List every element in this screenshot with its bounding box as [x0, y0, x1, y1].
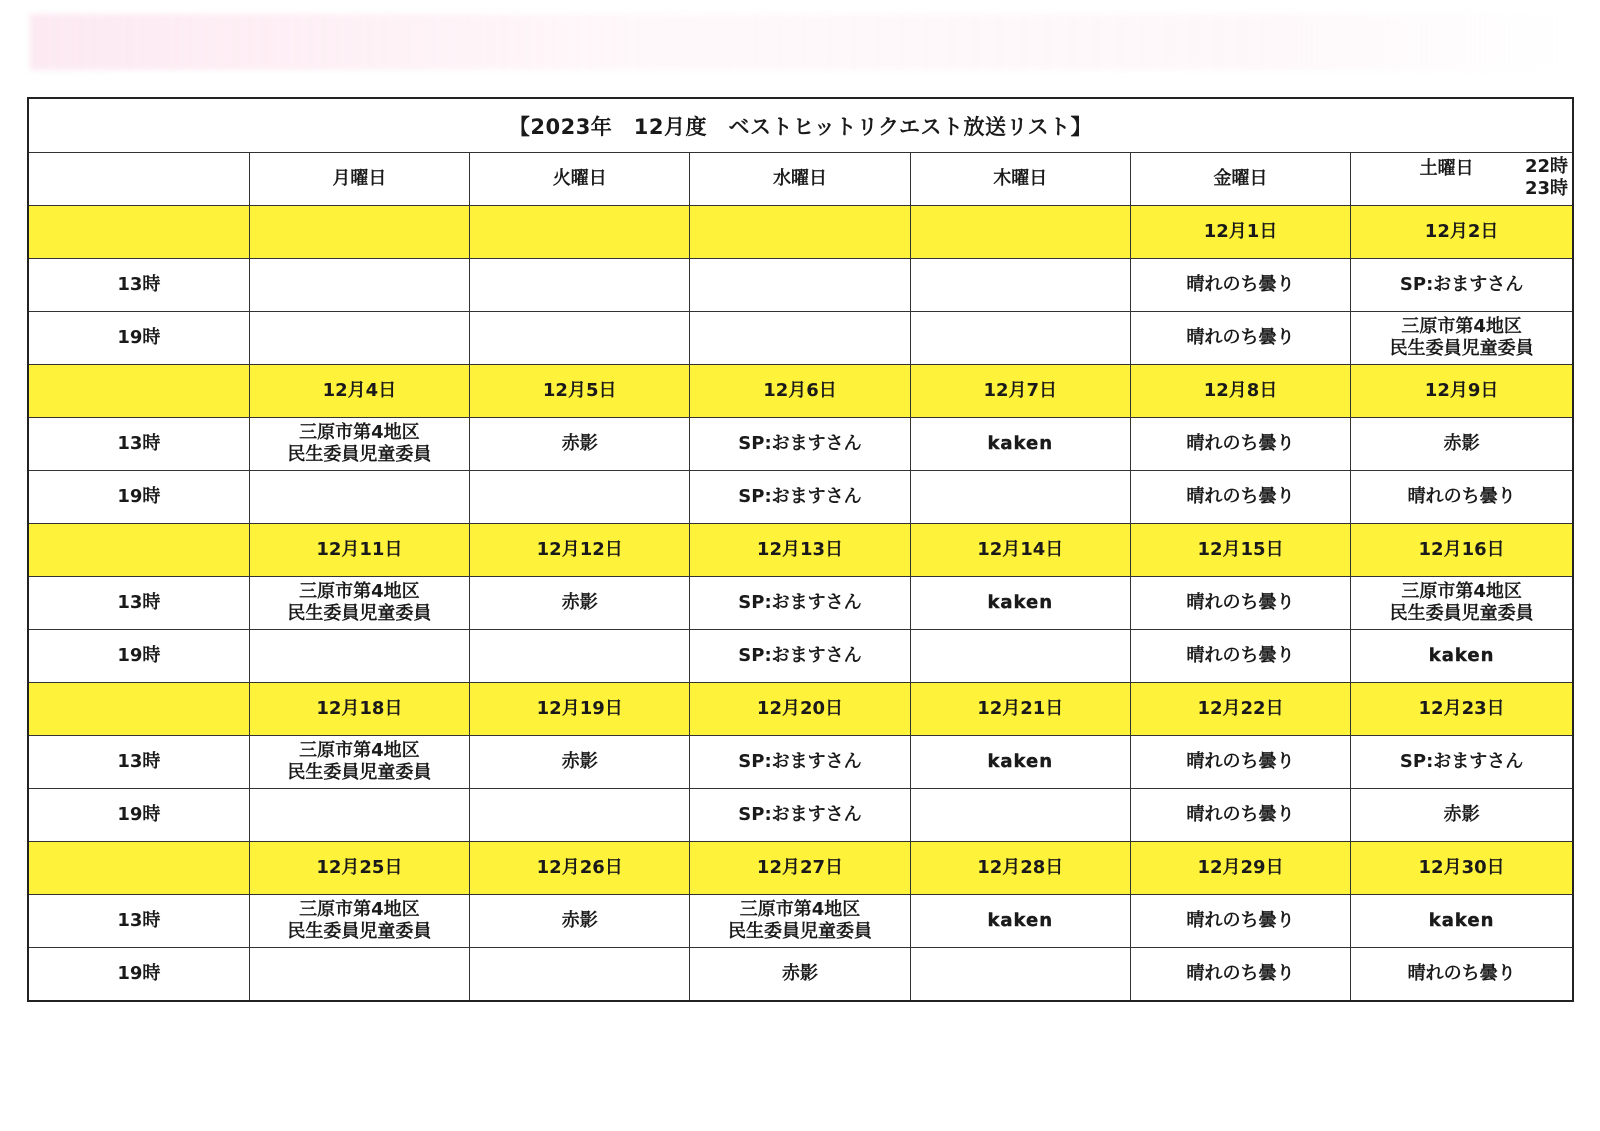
date-row [29, 365, 1572, 418]
program-cell-tuesday [470, 630, 690, 683]
date-cell-saturday: 12月23日 [1351, 683, 1572, 736]
date-cell-wednesday: 12月6日 [690, 365, 910, 418]
date-cell-thursday [910, 206, 1130, 259]
date-cell-monday [249, 206, 469, 259]
date-cell-tuesday: 12月5日 [470, 365, 690, 418]
program-cell-thursday [910, 630, 1130, 683]
time-slot-row [29, 418, 1572, 471]
program-cell-saturday: 赤影 [1351, 418, 1572, 471]
program-cell-thursday [910, 312, 1130, 365]
date-cell-saturday: 12月2日 [1351, 206, 1572, 259]
date-cell-friday: 12月15日 [1130, 524, 1350, 577]
date-cell-tuesday: 12月26日 [470, 842, 690, 895]
program-cell-friday: 晴れのち曇り [1130, 895, 1350, 948]
time-cell: 13時 [29, 259, 249, 312]
date-cell-monday: 12月4日 [249, 365, 469, 418]
program-cell-thursday [910, 948, 1130, 1001]
time-cell: 13時 [29, 577, 249, 630]
date-cell-thursday: 12月21日 [910, 683, 1130, 736]
program-cell-tuesday [470, 312, 690, 365]
program-cell-wednesday [690, 312, 910, 365]
date-cell-friday: 12月8日 [1130, 365, 1350, 418]
date-row-corner [29, 683, 249, 736]
program-cell-wednesday: SP:おますさん [690, 471, 910, 524]
time-slot-row [29, 312, 1572, 365]
broadcast-schedule-sheet [27, 97, 1574, 1002]
program-cell-wednesday: SP:おますさん [690, 577, 910, 630]
program-cell-monday [249, 471, 469, 524]
header-row [29, 153, 1572, 206]
date-row [29, 842, 1572, 895]
header-corner [29, 153, 249, 206]
program-line: 民生委員児童委員 [1389, 338, 1534, 359]
date-cell-friday: 12月22日 [1130, 683, 1350, 736]
program-cell-tuesday: 赤影 [470, 418, 690, 471]
program-cell-thursday: kaken [910, 418, 1130, 471]
date-row-corner [29, 206, 249, 259]
saturday-time-2: 23時 [1524, 178, 1568, 199]
header-day-saturday [1351, 153, 1572, 206]
date-cell-tuesday: 12月12日 [470, 524, 690, 577]
program-cell-friday: 晴れのち曇り [1130, 471, 1350, 524]
time-slot-row [29, 948, 1572, 1001]
saturday-time-1: 22時 [1524, 156, 1568, 177]
time-slot-row [29, 577, 1572, 630]
date-row [29, 206, 1572, 259]
program-cell-saturday [1351, 312, 1572, 365]
program-cell-thursday: kaken [910, 736, 1130, 789]
program-line: 民生委員児童委員 [287, 603, 432, 624]
program-cell-monday [249, 789, 469, 842]
saturday-header-wrap [1351, 153, 1572, 205]
date-row-corner [29, 842, 249, 895]
program-cell-wednesday: 赤影 [690, 948, 910, 1001]
header-day-thursday: 木曜日 [910, 153, 1130, 206]
program-cell-thursday: kaken [910, 895, 1130, 948]
program-cell-saturday: SP:おますさん [1351, 259, 1572, 312]
program-cell-wednesday: SP:おますさん [690, 630, 910, 683]
header-day-tuesday: 火曜日 [470, 153, 690, 206]
time-cell: 19時 [29, 471, 249, 524]
program-line: 三原市第4地区 [299, 899, 420, 920]
program-cell-friday: 晴れのち曇り [1130, 312, 1350, 365]
date-cell-monday: 12月11日 [249, 524, 469, 577]
program-cell-tuesday: 赤影 [470, 895, 690, 948]
program-cell-wednesday: SP:おますさん [690, 418, 910, 471]
program-cell-saturday [1351, 577, 1572, 630]
program-line: 民生委員児童委員 [1389, 603, 1534, 624]
time-cell: 13時 [29, 895, 249, 948]
program-cell-thursday: kaken [910, 577, 1130, 630]
program-cell-friday: 晴れのち曇り [1130, 577, 1350, 630]
program-cell-thursday [910, 471, 1130, 524]
program-line: 三原市第4地区 [299, 740, 420, 761]
time-slot-row [29, 736, 1572, 789]
program-cell-saturday: 晴れのち曇り [1351, 471, 1572, 524]
program-cell-thursday [910, 789, 1130, 842]
time-cell: 19時 [29, 630, 249, 683]
program-cell-monday [249, 418, 469, 471]
date-cell-friday: 12月29日 [1130, 842, 1350, 895]
program-line: 三原市第4地区 [1401, 581, 1522, 602]
program-cell-friday: 晴れのち曇り [1130, 789, 1350, 842]
schedule-title: 【2023年 12月度 ベストヒットリクエスト放送リスト】 [29, 99, 1572, 153]
program-cell-saturday: kaken [1351, 630, 1572, 683]
time-slot-row [29, 259, 1572, 312]
program-line: 民生委員児童委員 [287, 444, 432, 465]
program-cell-saturday: kaken [1351, 895, 1572, 948]
program-cell-monday [249, 895, 469, 948]
program-line: 三原市第4地区 [739, 899, 861, 920]
program-cell-tuesday: 赤影 [470, 577, 690, 630]
program-line: 民生委員児童委員 [287, 762, 432, 783]
program-cell-monday [249, 736, 469, 789]
program-cell-friday: 晴れのち曇り [1130, 259, 1350, 312]
program-cell-monday [249, 630, 469, 683]
time-slot-row [29, 471, 1572, 524]
date-cell-wednesday: 12月13日 [690, 524, 910, 577]
time-cell: 13時 [29, 736, 249, 789]
program-cell-friday: 晴れのち曇り [1130, 736, 1350, 789]
date-row [29, 683, 1572, 736]
program-cell-monday [249, 259, 469, 312]
date-cell-wednesday [690, 206, 910, 259]
date-cell-thursday: 12月14日 [910, 524, 1130, 577]
program-cell-tuesday: 赤影 [470, 736, 690, 789]
time-cell: 19時 [29, 948, 249, 1001]
header-day-monday: 月曜日 [249, 153, 469, 206]
program-cell-saturday: 晴れのち曇り [1351, 948, 1572, 1001]
time-cell: 19時 [29, 312, 249, 365]
program-cell-tuesday [470, 471, 690, 524]
date-cell-saturday: 12月16日 [1351, 524, 1572, 577]
date-cell-saturday: 12月30日 [1351, 842, 1572, 895]
program-cell-wednesday: SP:おますさん [690, 789, 910, 842]
time-slot-row [29, 895, 1572, 948]
program-cell-friday: 晴れのち曇り [1130, 418, 1350, 471]
scan-artifact [30, 14, 1570, 70]
program-cell-monday [249, 312, 469, 365]
date-cell-wednesday: 12月27日 [690, 842, 910, 895]
date-cell-thursday: 12月7日 [910, 365, 1130, 418]
date-cell-monday: 12月18日 [249, 683, 469, 736]
date-cell-tuesday [470, 206, 690, 259]
program-cell-friday: 晴れのち曇り [1130, 630, 1350, 683]
program-cell-thursday [910, 259, 1130, 312]
header-day-friday: 金曜日 [1130, 153, 1350, 206]
program-cell-wednesday [690, 259, 910, 312]
date-cell-monday: 12月25日 [249, 842, 469, 895]
date-cell-tuesday: 12月19日 [470, 683, 690, 736]
date-cell-saturday: 12月9日 [1351, 365, 1572, 418]
program-line: 民生委員児童委員 [727, 921, 872, 942]
program-cell-tuesday [470, 789, 690, 842]
program-cell-wednesday [690, 895, 910, 948]
saturday-times [1525, 156, 1568, 200]
saturday-label: 土曜日 [1419, 158, 1474, 179]
program-line: 三原市第4地区 [1401, 316, 1522, 337]
program-cell-wednesday: SP:おますさん [690, 736, 910, 789]
program-cell-saturday: 赤影 [1351, 789, 1572, 842]
header-day-wednesday: 水曜日 [690, 153, 910, 206]
program-line: 三原市第4地区 [299, 422, 420, 443]
time-cell: 13時 [29, 418, 249, 471]
program-cell-tuesday [470, 259, 690, 312]
program-cell-tuesday [470, 948, 690, 1001]
program-cell-monday [249, 948, 469, 1001]
program-cell-saturday: SP:おますさん [1351, 736, 1572, 789]
date-row-corner [29, 524, 249, 577]
date-cell-wednesday: 12月20日 [690, 683, 910, 736]
program-cell-friday: 晴れのち曇り [1130, 948, 1350, 1001]
date-cell-friday: 12月1日 [1130, 206, 1350, 259]
program-line: 三原市第4地区 [299, 581, 420, 602]
time-slot-row [29, 630, 1572, 683]
schedule-table [29, 153, 1572, 1000]
time-cell: 19時 [29, 789, 249, 842]
time-slot-row [29, 789, 1572, 842]
date-row-corner [29, 365, 249, 418]
program-cell-monday [249, 577, 469, 630]
program-line: 民生委員児童委員 [287, 921, 432, 942]
date-cell-thursday: 12月28日 [910, 842, 1130, 895]
date-row [29, 524, 1572, 577]
